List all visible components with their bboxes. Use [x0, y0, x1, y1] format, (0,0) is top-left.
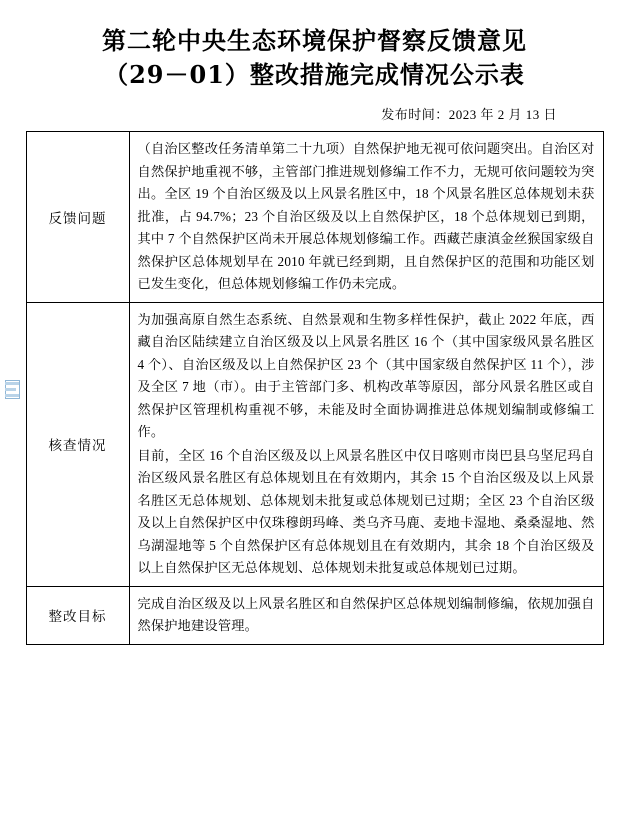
paragraph: 完成自治区级及以上风景名胜区和自然保护区总体规划编制修编，依规加强自然保护地建设管理。	[137, 595, 595, 633]
table-row	[26, 132, 603, 303]
row-label-verification: 核查情况	[26, 302, 129, 586]
paragraph: （自治区整改任务清单第二十九项）自然保护地无视可依问题突出。自治区对自然保护地重视不够，主管部门推进规划修编工作不力，无规可依问题较为突出。全区 19 个自治区级及以上风景名胜区中，18 个风景名胜区总体规划未获批准，占 94.7%；23 个自治区级及以上自然保护区，18 个总体规划已到期，其中 7 个自然保护区尚未开展总体规划修编工作。西藏芒康滇金丝猴国家级自然保护区总体规划早在 2010 年就已经到期，且自然保护区的范围和功能区划已发生变化，但总体规划修编工作仍未完成。	[137, 141, 595, 291]
image-placeholder-icon	[5, 380, 21, 402]
row-label-target: 整改目标	[26, 586, 129, 644]
page-title	[20, 24, 609, 92]
row-content-target	[129, 586, 603, 644]
paragraph: 目前，全区 16 个自治区级及以上风景名胜区中仅日喀则市岗巴县乌坚尼玛自治区级风景名胜区有总体规划且在有效期内，其余 15 个自治区级及以上风景名胜区无总体规划、总体规划未批复或总体规划已过期；全区 23 个自治区级及以上自然保护区中仅珠穆朗玛峰、类乌齐马鹿、麦地卡湿地、桑桑湿地、然乌湖湿地等 5 个自然保护区有总体规划且在有效期内，其余 18 个自治区级及以上自然保护区无总体规划、总体规划未批复或总体规划已过期。	[137, 447, 595, 575]
publish-date: 发布时间：2023 年 2 月 13 日	[381, 107, 557, 122]
row-content-verification	[129, 302, 603, 586]
title-line-1: 第二轮中央生态环境保护督察反馈意见	[102, 26, 527, 55]
title-line-2: （29－01）整改措施完成情况公示表	[104, 60, 525, 89]
table-row	[26, 586, 603, 644]
paragraph: 为加强高原自然生态系统、自然景观和生物多样性保护，截止 2022 年底，西藏自治区陆续建立自治区级及以上风景名胜区 16 个（其中国家级风景名胜区 4 个）、自治区级及以上自然保护区 23 个（其中国家级自然保护区 11 个），涉及全区 7 地（市）。由于主管部门多、机构改革等原因，部分风景名胜区或自然保护区管理机构重视不够，未能及时全面协调推进总体规划编制或修编工作。	[137, 311, 595, 439]
row-content-feedback	[129, 132, 603, 303]
feedback-table	[26, 131, 604, 645]
row-label-feedback: 反馈问题	[26, 132, 129, 303]
table-row	[26, 302, 603, 586]
